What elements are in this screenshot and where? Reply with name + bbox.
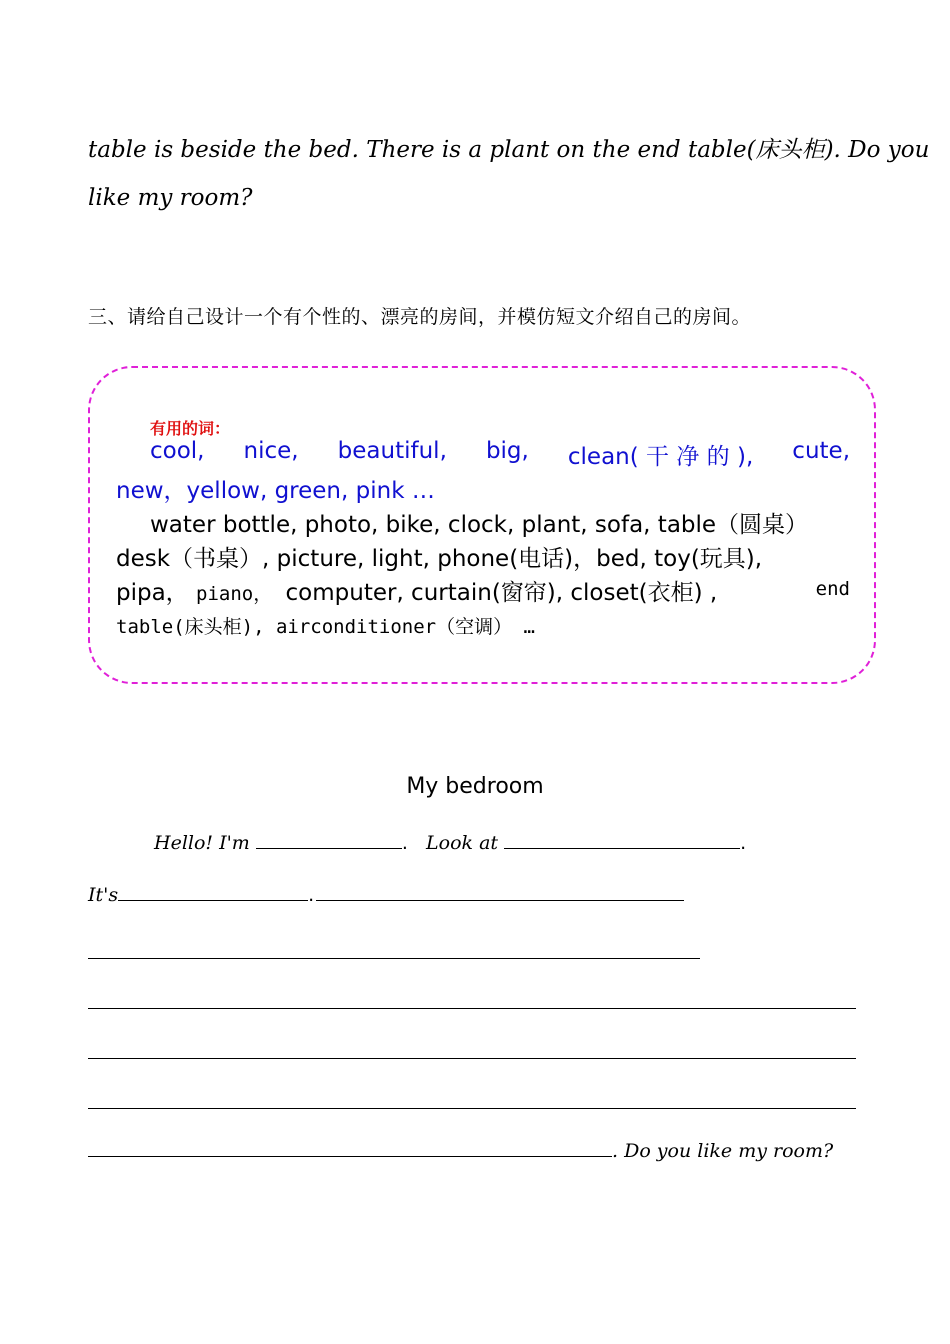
writing-heading: My bedroom xyxy=(406,774,544,799)
adjective-word: cute, xyxy=(792,438,850,464)
story-line-1: table is beside the bed. There is a plant on the end table(床头柜). Do you xyxy=(88,137,930,163)
nouns-line-2: desk（书桌）, picture, light, phone(电话)，bed, toy(玩具), xyxy=(116,546,763,572)
writing-line[interactable] xyxy=(88,958,700,959)
its-blank[interactable] xyxy=(118,882,308,901)
section-3-instruction: 三、请给自己设计一个有个性的、漂亮的房间，并模仿短文介绍自己的房间。 xyxy=(88,306,752,328)
adjective-word: big, xyxy=(485,438,529,464)
nouns-line-1: water bottle, photo, bike, clock, plant, sofa, table（圆桌） xyxy=(150,512,809,538)
noun-pipa: pipa， xyxy=(116,580,189,606)
writing-line[interactable] xyxy=(88,1108,856,1109)
adjective-word: clean( 干 净 的 ), xyxy=(567,444,754,470)
look-at-blank[interactable] xyxy=(504,830,740,849)
name-blank[interactable] xyxy=(256,830,402,849)
nouns-line-3 xyxy=(116,574,850,607)
writing-line[interactable] xyxy=(88,1008,856,1009)
its-prompt: It's xyxy=(88,884,119,906)
writing-line[interactable] xyxy=(88,1058,856,1059)
closing-question: . Do you like my room? xyxy=(612,1140,834,1162)
story-line-2: like my room? xyxy=(88,185,253,211)
closing-line xyxy=(88,1138,833,1162)
adjectives-line-2: new，yellow, green, pink … xyxy=(116,478,435,504)
closing-blank[interactable] xyxy=(88,1138,612,1157)
its-line: It's . xyxy=(88,882,684,906)
adjective-word: beautiful, xyxy=(337,438,447,464)
its-blank-2[interactable] xyxy=(316,882,684,901)
adjectives-line-1 xyxy=(116,438,850,471)
adjective-word: nice, xyxy=(243,438,299,464)
noun-piano: piano， xyxy=(196,583,273,605)
hello-prompt: Hello! I'm xyxy=(154,832,250,854)
hello-line: Hello! I'm . Look at . xyxy=(154,832,747,854)
noun-end: end xyxy=(815,578,850,600)
adjective-word: cool, xyxy=(150,438,205,464)
useful-words-title: 有用的词： xyxy=(150,419,231,438)
nouns-line-3-rest: computer, curtain(窗帘), closet(衣柜) , xyxy=(285,580,718,606)
look-at-prompt: Look at xyxy=(426,832,499,854)
nouns-line-4: table(床头柜), airconditioner（空调） … xyxy=(116,616,535,638)
story-passage xyxy=(88,126,930,222)
